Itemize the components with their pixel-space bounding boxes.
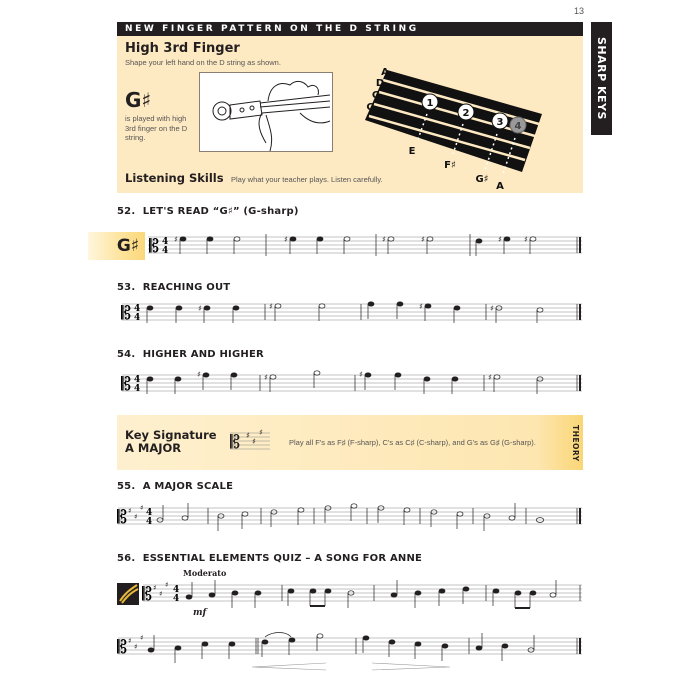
svg-text:♯: ♯ [174,235,178,244]
svg-text:♯: ♯ [134,513,138,521]
staff-54 [121,370,582,395]
svg-text:4: 4 [173,585,180,595]
panel-header: NEW FINGER PATTERN ON THE D STRING [117,22,583,36]
theory-tab: THEORY [571,425,580,462]
svg-text:♯: ♯ [419,302,423,311]
svg-text:♯: ♯ [252,437,256,446]
svg-text:𝄡: 𝄡 [121,303,132,324]
svg-text:G: G [371,90,381,101]
exercise-55-title: 55. A MAJOR SCALE [117,481,234,492]
svg-text:♯: ♯ [284,235,288,244]
svg-text:♯: ♯ [488,373,492,382]
svg-text:G♯: G♯ [475,174,489,185]
a-major-key-signature-icon [230,427,270,453]
svg-text:4: 4 [146,517,153,527]
key-signature-theory-box [117,415,583,470]
sharp-keys-tab-label: SHARP KEYS [595,37,608,120]
svg-text:♯: ♯ [128,507,132,515]
svg-text:♯: ♯ [140,634,144,642]
svg-text:F♯: F♯ [444,160,456,171]
svg-text:♯: ♯ [498,235,502,244]
exercise-52-title: 52. LET'S READ “G♯” (G-sharp) [117,206,299,217]
staff-56-line-1 [142,581,582,605]
svg-text:3: 3 [496,117,504,128]
key-signature-title: Key Signature A MAJOR [125,428,217,455]
svg-text:𝄡: 𝄡 [230,432,241,453]
svg-text:4: 4 [134,304,141,314]
listening-skills-text: Play what your teacher plays. Listen carefully. [231,175,383,184]
svg-text:♯: ♯ [524,235,528,244]
svg-text:4: 4 [514,121,522,132]
svg-text:E: E [408,146,416,157]
svg-text:4: 4 [134,375,141,385]
staff-55 [117,504,582,528]
key-signature-description: Play all F's as F♯ (F-sharp), C's as C♯ (C-sharp), and G's as G♯ (G-sharp). [289,438,536,447]
svg-text:4: 4 [162,246,169,256]
svg-text:𝄡: 𝄡 [149,236,160,257]
svg-text:♯: ♯ [382,235,386,244]
note-name: G♯ [125,88,152,112]
svg-text:2: 2 [462,108,470,119]
panel-title: High 3rd Finger [125,41,240,56]
page-number: 13 [574,6,585,16]
svg-text:♯: ♯ [197,370,201,379]
svg-text:♯: ♯ [269,302,273,311]
svg-text:♯: ♯ [198,304,202,313]
svg-text:♯: ♯ [421,235,425,244]
svg-text:𝄡: 𝄡 [121,374,132,395]
essential-elements-quiz-icon [117,583,139,605]
svg-text:♯: ♯ [359,370,363,379]
svg-text:4: 4 [134,313,141,323]
svg-text:♯: ♯ [259,428,263,437]
dynamic-marking: mf [193,608,207,618]
svg-text:♯: ♯ [159,590,163,598]
tempo-marking: Moderato [183,568,227,578]
staff-56-line-2 [117,634,582,658]
exercise-56-title: 56. ESSENTIAL ELEMENTS QUIZ – A SONG FOR ANNE [117,553,423,564]
svg-text:♯: ♯ [153,584,157,592]
svg-text:4: 4 [146,508,153,518]
exercise-53-title: 53. REACHING OUT [117,282,231,293]
svg-text:1: 1 [426,98,434,109]
svg-text:𝄡: 𝄡 [142,584,153,605]
svg-text:♯: ♯ [246,431,250,440]
svg-text:♯: ♯ [140,504,144,512]
panel-subtitle: Shape your left hand on the D string as shown. [125,58,281,67]
svg-text:𝄡: 𝄡 [117,637,128,658]
svg-text:♯: ♯ [264,373,268,382]
svg-text:A: A [381,67,389,78]
svg-text:4: 4 [173,594,180,604]
svg-text:D: D [375,78,385,89]
svg-text:♯: ♯ [128,637,132,645]
svg-text:♯: ♯ [165,581,169,589]
svg-text:4: 4 [162,237,169,247]
svg-text:4: 4 [134,384,141,394]
fingerboard-diagram [357,62,547,192]
svg-text:♯: ♯ [490,304,494,313]
staff-52 [148,235,582,257]
listening-skills-title: Listening Skills [125,171,224,185]
svg-text:♯: ♯ [134,643,138,651]
staff-53 [121,302,582,324]
g-sharp-badge: G♯ [88,232,145,260]
svg-text:𝄡: 𝄡 [117,507,128,528]
sharp-keys-tab [591,22,612,135]
finger-pattern-panel [117,22,583,193]
exercise-54-title: 54. HIGHER AND HIGHER [117,349,264,360]
svg-text:C: C [366,102,374,113]
note-description: is played with high 3rd finger on the D string. [125,114,188,142]
violin-hand-illustration [199,72,333,152]
svg-text:A: A [496,181,504,192]
